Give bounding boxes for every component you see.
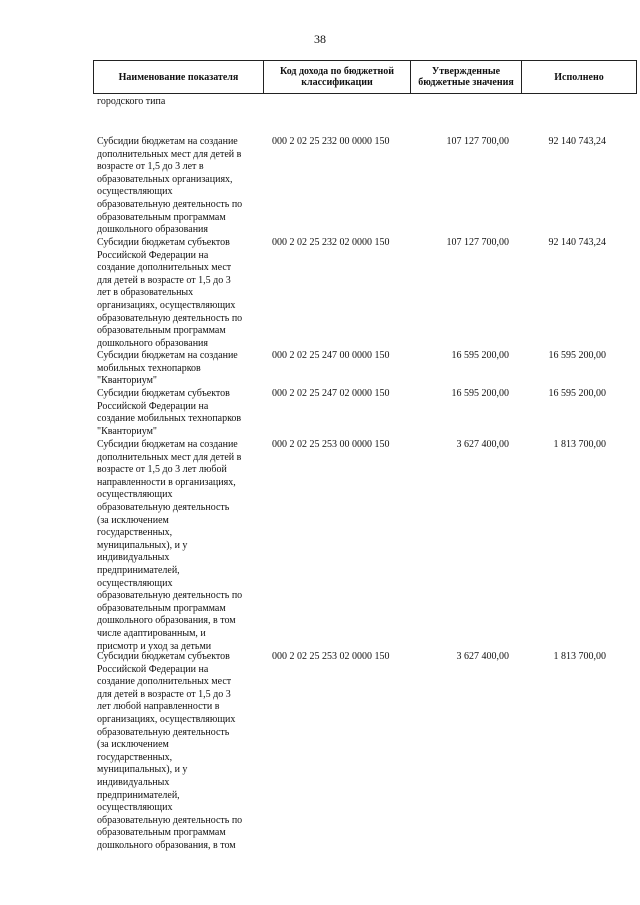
row-name-line: Субсидии бюджетам субъектов	[97, 651, 230, 662]
row-name	[97, 237, 257, 350]
row-name-line: образовательных организациях,	[97, 173, 233, 185]
row-name-line: лет любой направленности в	[97, 701, 220, 713]
row-name-line: "Кванториум"	[97, 375, 157, 387]
row-name-line: дошкольного образования, в том	[97, 615, 236, 627]
row-name-line: Субсидии бюджетам субъектов	[97, 237, 230, 248]
row-name-line: образовательным программам	[97, 827, 226, 839]
row-name-line: направленности в организациях,	[97, 476, 236, 488]
row-name-line: Субсидии бюджетам на создание	[97, 136, 238, 147]
row-executed: 1 813 700,00	[553, 439, 606, 450]
row-name-line: создание дополнительных мест	[97, 262, 232, 274]
continuation-text: городского типа	[97, 96, 166, 107]
row-name-line: осуществляющих	[97, 577, 173, 589]
row-name-line: дополнительных мест для детей в	[97, 148, 242, 160]
row-name-line: Российской Федерации на	[97, 400, 209, 412]
row-approved: 16 595 200,00	[451, 350, 509, 361]
row-name	[97, 439, 257, 653]
row-name-line: образовательную деятельность по	[97, 590, 243, 602]
row-name-line: Субсидии бюджетам на создание	[97, 350, 238, 361]
row-code: 000 2 02 25 247 02 0000 150	[272, 388, 390, 399]
row-name-line: образовательную деятельность	[97, 726, 230, 738]
row-name-line: возрасте от 1,5 до 3 лет любой	[97, 464, 227, 476]
row-name-line: Российской Федерации на	[97, 663, 209, 675]
row-approved: 3 627 400,00	[456, 651, 509, 662]
row-name-line: создание дополнительных мест	[97, 676, 232, 688]
header-approved: Утвержденные бюджетные значения	[411, 61, 522, 94]
row-executed: 92 140 743,24	[548, 237, 606, 248]
row-code: 000 2 02 25 253 00 0000 150	[272, 439, 390, 450]
row-name-line: организациях, осуществляющих	[97, 713, 236, 725]
row-name-line: создание мобильных технопарков	[97, 413, 242, 425]
row-approved: 107 127 700,00	[446, 237, 509, 248]
row-name-line: образовательную деятельность по	[97, 814, 243, 826]
row-name-line: для детей в возрасте от 1,5 до 3	[97, 688, 231, 700]
row-name-line: государственных,	[97, 527, 173, 539]
row-code: 000 2 02 25 232 02 0000 150	[272, 237, 390, 248]
row-name-line: "Кванториум"	[97, 425, 157, 437]
row-executed: 1 813 700,00	[553, 651, 606, 662]
row-name-line: муниципальных), и у	[97, 764, 188, 776]
row-name-line: Российской Федерации на	[97, 249, 209, 261]
row-name-line: Субсидии бюджетам на создание	[97, 439, 238, 450]
row-name-line: образовательную деятельность по	[97, 312, 243, 324]
row-name-line: Субсидии бюджетам субъектов	[97, 388, 230, 399]
page-number: 38	[314, 32, 326, 46]
row-name-line: дошкольного образования, в том	[97, 839, 236, 851]
row-approved: 16 595 200,00	[451, 388, 509, 399]
row-name-line: образовательную деятельность	[97, 501, 230, 513]
row-code: 000 2 02 25 232 00 0000 150	[272, 136, 390, 147]
row-name-line: организациях, осуществляющих	[97, 299, 236, 311]
row-name-line: предпринимателей,	[97, 789, 180, 801]
row-name-line: лет в образовательных	[97, 287, 194, 299]
row-name-line: образовательную деятельность по	[97, 198, 243, 210]
row-name-line: дополнительных мест для детей в	[97, 451, 242, 463]
row-name-line: дошкольного образования	[97, 224, 209, 236]
row-name-line: осуществляющих	[97, 489, 173, 501]
row-approved: 107 127 700,00	[446, 136, 509, 147]
row-name-line: индивидуальных	[97, 552, 170, 564]
row-executed: 16 595 200,00	[548, 388, 606, 399]
row-executed: 92 140 743,24	[548, 136, 606, 147]
row-name-line: (за исключением	[97, 739, 169, 751]
row-name-line: индивидуальных	[97, 776, 170, 788]
row-name-line: для детей в возрасте от 1,5 до 3	[97, 274, 231, 286]
row-executed: 16 595 200,00	[548, 350, 606, 361]
row-approved: 3 627 400,00	[456, 439, 509, 450]
row-name-line: образовательным программам	[97, 325, 226, 337]
row-name	[97, 136, 257, 237]
header-code: Код дохода по бюджетной классификации	[264, 61, 411, 94]
table-header	[93, 60, 637, 94]
row-name-line: мобильных технопарков	[97, 362, 201, 374]
row-name-line: дошкольного образования	[97, 337, 209, 349]
row-name-line: присмотр и уход за детьми	[97, 640, 212, 652]
row-name-line: образовательным программам	[97, 211, 226, 223]
row-name-line: предпринимателей,	[97, 564, 180, 576]
row-name-line: осуществляющих	[97, 186, 173, 198]
row-code: 000 2 02 25 253 02 0000 150	[272, 651, 390, 662]
row-name-line: образовательным программам	[97, 602, 226, 614]
row-name-line: возрасте от 1,5 до 3 лет в	[97, 161, 204, 173]
row-name	[97, 388, 257, 438]
row-name-line: числе адаптированным, и	[97, 627, 206, 639]
row-name	[97, 350, 257, 388]
row-name-line: государственных,	[97, 751, 173, 763]
row-code: 000 2 02 25 247 00 0000 150	[272, 350, 390, 361]
header-executed: Исполнено	[522, 61, 637, 94]
row-name-line: (за исключением	[97, 514, 169, 526]
header-name: Наименование показателя	[94, 61, 264, 94]
row-name-line: осуществляющих	[97, 802, 173, 814]
row-name	[97, 651, 257, 853]
row-name-line: муниципальных), и у	[97, 539, 188, 551]
